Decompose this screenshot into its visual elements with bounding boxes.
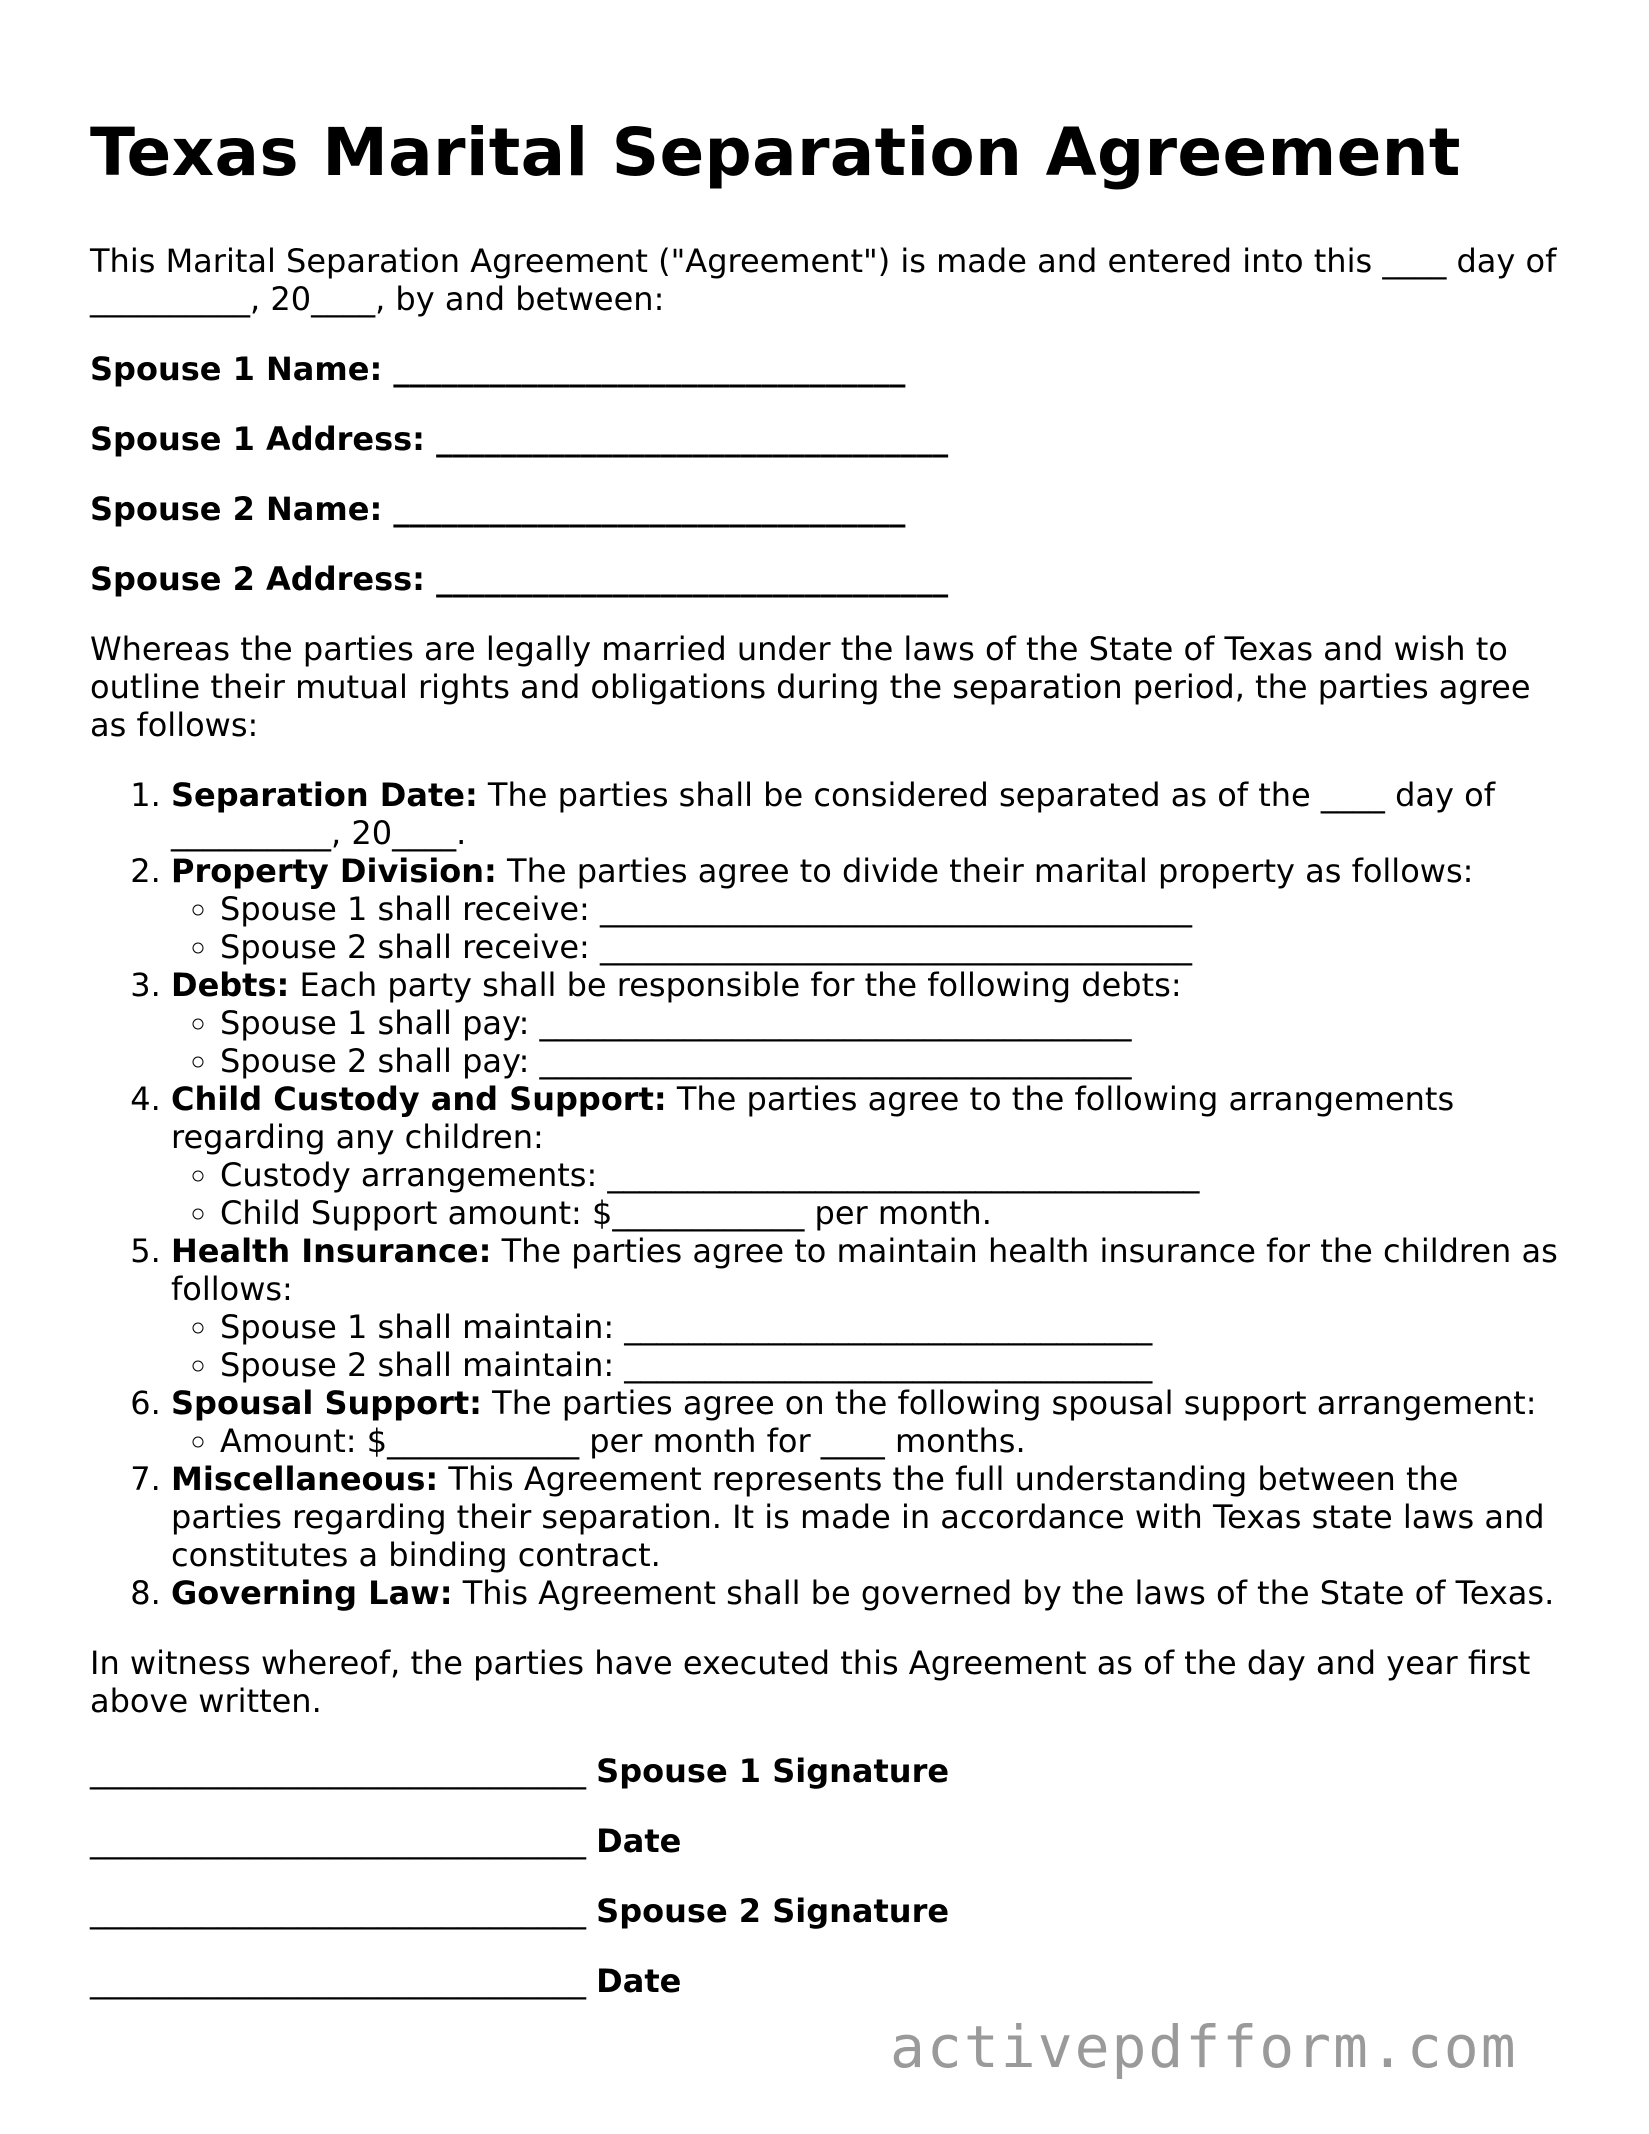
term-text: Each party shall be responsible for the following debts: [289, 966, 1182, 1004]
parties-section [90, 350, 1570, 598]
document-title: Texas Marital Separation Agreement [90, 114, 1461, 191]
field-blank[interactable]: ________________________________ [393, 490, 906, 528]
term-text: This Agreement represents the full understanding between the parties regarding their separation. It is made in accordance with Texas state laws and constitutes a binding contract. [171, 1460, 1545, 1574]
term-governing-law [171, 1574, 1570, 1612]
sub-item[interactable]: ◦ Spouse 2 shall maintain: _________________________________ [220, 1346, 1570, 1384]
signature-label: Spouse 1 Signature [596, 1752, 950, 1790]
term-health-insurance [171, 1232, 1570, 1384]
term-child-custody [171, 1080, 1570, 1232]
term-heading: Separation Date: [171, 776, 478, 814]
field-blank[interactable]: ________________________________ [436, 420, 949, 458]
spouse-1-name-field[interactable] [90, 350, 1570, 388]
spouse-1-date-line[interactable] [90, 1822, 1570, 1860]
signature-section [90, 1752, 1570, 2000]
sub-list [171, 1422, 1570, 1460]
sub-list [171, 890, 1570, 966]
term-miscellaneous [171, 1460, 1570, 1574]
signature-blank[interactable]: _______________________________ [90, 1752, 586, 1790]
sub-item[interactable]: ◦ Spouse 2 shall receive: _____________________________________ [220, 928, 1570, 966]
spouse-1-address-field[interactable] [90, 420, 1570, 458]
term-heading: Child Custody and Support: [171, 1080, 667, 1118]
intro-paragraph: This Marital Separation Agreement ("Agreement") is made and entered into this ____ day of __________, 20____, by and between: [90, 242, 1557, 318]
field-label: Spouse 1 Name: [90, 350, 383, 388]
spouse-2-date-line[interactable] [90, 1962, 1570, 2000]
term-heading: Property Division: [171, 852, 497, 890]
field-blank[interactable]: ________________________________ [393, 350, 906, 388]
term-property-division [171, 852, 1570, 966]
term-heading: Health Insurance: [171, 1232, 492, 1270]
term-debts [171, 966, 1570, 1080]
signature-blank[interactable]: _______________________________ [90, 1822, 586, 1860]
sub-item[interactable]: ◦ Custody arrangements: _____________________________________ [220, 1156, 1570, 1194]
signature-label: Date [596, 1822, 682, 1860]
spouse-2-name-field[interactable] [90, 490, 1570, 528]
signature-blank[interactable]: _______________________________ [90, 1962, 586, 2000]
sub-item[interactable]: ◦ Spouse 1 shall maintain: _________________________________ [220, 1308, 1570, 1346]
term-heading: Debts: [171, 966, 290, 1004]
signature-label: Spouse 2 Signature [596, 1892, 950, 1930]
field-label: Spouse 2 Name: [90, 490, 383, 528]
term-spousal-support [171, 1384, 1570, 1460]
term-text: The parties agree to the following arrangements regarding any children: [171, 1080, 1455, 1156]
sub-list [171, 1308, 1570, 1384]
term-heading: Spousal Support: [171, 1384, 482, 1422]
field-label: Spouse 2 Address: [90, 560, 425, 598]
field-label: Spouse 1 Address: [90, 420, 425, 458]
sub-item[interactable]: ◦ Spouse 2 shall pay: _____________________________________ [220, 1042, 1570, 1080]
term-text: This Agreement shall be governed by the laws of the State of Texas. [452, 1574, 1555, 1612]
sub-item[interactable]: ◦ Amount: $____________ per month for ____ months. [220, 1422, 1570, 1460]
term-separation-date [171, 776, 1570, 852]
sub-list [171, 1156, 1570, 1232]
term-text: The parties shall be considered separated as of the ____ day of __________, 20____. [171, 776, 1495, 852]
term-heading: Miscellaneous: [171, 1460, 439, 1498]
sub-item[interactable]: ◦ Child Support amount: $____________ per month. [220, 1194, 1570, 1232]
document-page [90, 112, 1570, 2032]
sub-item[interactable]: ◦ Spouse 1 shall receive: _____________________________________ [220, 890, 1570, 928]
sub-list [171, 1004, 1570, 1080]
term-text: The parties agree to maintain health insurance for the children as follows: [171, 1232, 1558, 1308]
term-text: The parties agree on the following spousal support arrangement: [481, 1384, 1537, 1422]
witness-paragraph: In witness whereof, the parties have executed this Agreement as of the day and year first above written. [90, 1644, 1531, 1720]
signature-label: Date [596, 1962, 682, 2000]
spouse-1-signature-line[interactable] [90, 1752, 1570, 1790]
term-heading: Governing Law: [171, 1574, 453, 1612]
term-text: The parties agree to divide their marital property as follows: [496, 852, 1474, 890]
whereas-paragraph: Whereas the parties are legally married under the laws of the State of Texas and wish to outline their mutual rights and obligations during the separation period, the parties agree as follows: [90, 630, 1531, 744]
watermark: activepdfform.com [890, 2013, 1518, 2081]
signature-blank[interactable]: _______________________________ [90, 1892, 586, 1930]
spouse-2-address-field[interactable] [90, 560, 1570, 598]
field-blank[interactable]: ________________________________ [436, 560, 949, 598]
spouse-2-signature-line[interactable] [90, 1892, 1570, 1930]
sub-item[interactable]: ◦ Spouse 1 shall pay: _____________________________________ [220, 1004, 1570, 1042]
terms-list [90, 776, 1570, 1612]
